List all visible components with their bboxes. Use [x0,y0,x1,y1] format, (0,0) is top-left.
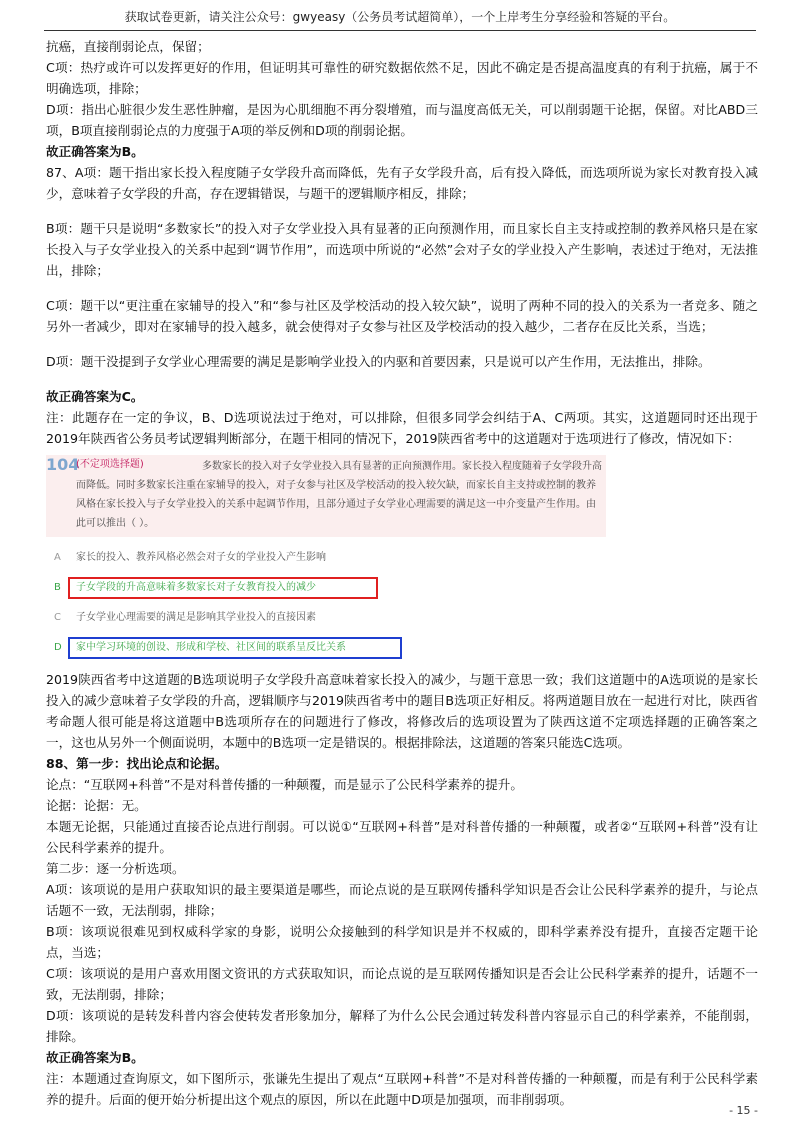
option-d [46,633,606,663]
paragraph: C项：该项说的是用户喜欢用图文资讯的方式获取知识，而论点说的是互联网传播知识是否会让公民科学素养的提升，话题不一致，无法削弱，排除； [46,966,758,1002]
paragraph: 论据：论据：无。 [46,798,147,813]
answer-line: 故正确答案为B。 [46,1050,144,1065]
embedded-question-image [46,455,606,663]
paragraph: 抗癌，直接削弱论点，保留； [46,39,210,54]
question-stem-text: 多数家长的投入对子女学业投入具有显著的正向预测作用。家长投入程度随着子女学段升高而降低。同时多数家长注重在家辅导的投入，对子女参与社区及学校活动的投入较欠缺，而家长自主支持或控制的教养风格在家长投入与子女学业投入的关系中起调节作用，且部分通过子女学业心理需要的满足这一中介变量产生作用。由此可以推出（ ）。 [76,461,602,529]
option-letter: B [54,582,61,593]
question-options [46,543,606,663]
option-text: 子女学业心理需要的满足是影响其学业投入的直接因素 [76,612,316,623]
paragraph: 第二步：逐一分析选项。 [46,861,185,876]
option-text: 子女学段的升高意味着多数家长对子女教育投入的减少 [76,582,316,593]
paragraph: D项：题干没提到子女学业心理需要的满足是影响学业投入的内驱和首要因素，只是说可以产生作用，无法推出，排除。 [46,354,711,369]
paragraph: 注：本题通过查询原文，如下图所示，张谦先生提出了观点“互联网+科普”不是对科普传播的一种颠覆，而是有利于公民科学素养的提升。后面的便开始分析提出这个观点的原因，所以在此题中D项是加强项，而非削弱项。 [46,1071,758,1107]
page-number: - 15 - [729,1104,758,1117]
answer-line: 故正确答案为B。 [46,144,144,159]
question-stem-panel [46,455,606,537]
paragraph: D项：该项说的是转发科普内容会使转发者形象加分，解释了为什么公民会通过转发科普内容显示自己的科学素养，不能削弱，排除。 [46,1008,758,1044]
page-content [46,36,758,1110]
paragraph: D项：指出心脏很少发生恶性肿瘤，是因为心肌细胞不再分裂增殖，而与温度高低无关，可以削弱题干论据，保留。对比ABD三项，B项直接削弱论点的力度强于A项的举反例和D项的削弱论据。 [46,102,758,138]
option-letter: D [54,642,62,653]
option-text: 家中学习环境的创设、形成和学校、社区间的联系呈反比关系 [76,642,346,653]
paragraph: 87、A项：题干指出家长投入程度随子女学段升高而降低，先有子女学段升高，后有投入降低，而选项所说为家长对教育投入减少，意味着子女学段的升高，存在逻辑错误，与题干的逻辑顺序相反，排除； [46,165,758,201]
paragraph: C项：题干以“更注重在家辅导的投入”和“参与社区及学校活动的投入较欠缺”，说明了两种不同的投入的关系为一者竞多、随之另外一者减少，即对在家辅导的投入越多，就会使得对子女参与社区及学校活动的投入越少，二者存在反比关系，当选； [46,298,758,334]
paragraph: B项：该项说很难见到权威科学家的身影，说明公众接触到的科学知识是并不权威的，即科学素养没有提升，直接否定题干论点，当选； [46,924,758,960]
section-heading: 88、第一步：找出论点和论据。 [46,756,228,771]
option-c [46,603,606,633]
paragraph: 本题无论据，只能通过直接否论点进行削弱。可以说①“互联网+科普”是对科普传播的一种颠覆，或者②“互联网+科普”没有让公民科学素养的提升。 [46,819,758,855]
page-header: 获取试卷更新，请关注公众号：gwyeasy（公务员考试超简单），一个上岸考生分享经验和答疑的平台。 [124,10,676,24]
paragraph: A项：该项说的是用户获取知识的最主要渠道是哪些，而论点说的是互联网传播科学知识是否会让公民科学素养的提升，与论点话题不一致，无法削弱，排除； [46,882,758,918]
option-b [46,573,606,603]
paragraph: 论点：“互联网+科普”不是对科普传播的一种颠覆，而是显示了公民科学素养的提升。 [46,777,523,792]
paragraph: B项：题干只是说明“多数家长”的投入对子女学业投入具有显著的正向预测作用，而且家长自主支持或控制的教养风格只是在家长投入与子女学业投入的关系中起到“调节作用”，而选项中所说的“必然”会对子女的学业投入产生影响，表述过于绝对，无法推出，排除； [46,221,758,278]
paragraph: C项：热疗或许可以发挥更好的作用，但证明其可靠性的研究数据依然不足，因此不确定是否提高温度真的有利于抗癌，属于不明确选项，排除； [46,60,758,96]
paragraph: 注：此题存在一定的争议，B、D选项说法过于绝对，可以排除，但很多同学会纠结于A、C两项。其实，这道题同时还出现于2019年陕西省公务员考试逻辑判断部分，在题干相同的情况下，2019陕西省考中的这道题对于选项进行了修改，情况如下： [46,410,758,446]
paragraph: 2019陕西省考中这道题的B选项说明子女学段升高意味着家长投入的减少，与题干意思一致；我们这道题中的A选项说的是家长投入的减少意味着子女学段的升高，逻辑顺序与2019陕西省考中的题目B选项正好相反。将两道题目放在一起进行对比，陕西省考命题人很可能是将这道题中B选项所存在的问题进行了修改，将修改后的选项设置为了陕西这道不定项选择题的正确答案之一，这也从另外一个侧面说明，本题中的B选项一定是错误的。根据排除法，这道题的答案只能选C选项。 [46,672,758,750]
answer-line: 故正确答案为C。 [46,389,144,404]
option-letter: A [54,552,61,563]
question-type-tag: (不定项选择题) [76,459,144,470]
option-a [46,543,606,573]
option-text: 家长的投入、教养风格必然会对子女的学业投入产生影响 [76,552,326,563]
option-letter: C [54,612,61,623]
header-divider [44,30,756,31]
question-number: 104 [46,455,80,474]
question-stem [76,457,604,533]
